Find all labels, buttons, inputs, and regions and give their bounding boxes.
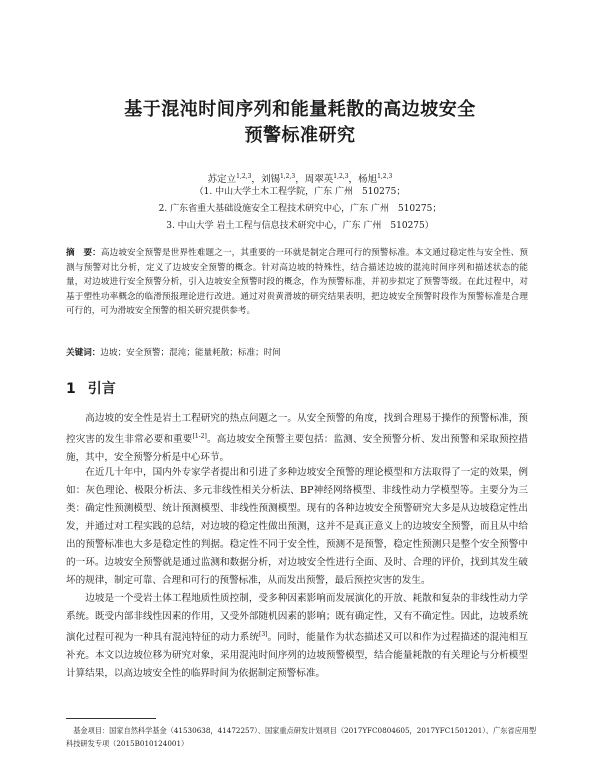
- abstract: [66, 246, 528, 319]
- keywords: [66, 346, 536, 358]
- footnote-label: 基金项目：: [73, 726, 110, 735]
- citation-mark: [1-2]: [192, 433, 207, 440]
- abstract-label: 摘 要：: [66, 248, 101, 258]
- paragraph-text: 高边坡的安全性是岩土工程研究的热点问题之一。从安全预警的角度，找到合理易于操作的预警标准，预控灾害的发生非常必要和重要: [66, 413, 528, 446]
- paragraph-text: 。同时，能量作为状态描述又可以和作为过程描述的混沌相互补充。本文以边坡位移为研究对象，采用混沌时间序列的边坡预警模型，结合能量耗散的有关理论与分析模型计算结果，以高边坡安全性的临界时间为依据制定预警标准。: [66, 632, 529, 680]
- body-paragraph-2: 在近几十年中，国内外专家学者提出和引进了多种边坡安全预警的理论模型和方法取得了一定的效果，例如：灰色理论、极限分析法、多元非线性相关分析法、BP神经网络模型、非线性动力学模型等。主要分为三类：确定性预测模型、统计预测模型、非线性预测模型。现有的各种边坡安全预警研究大多是从边坡稳定性出发，并通过对工程实践的总结，对边坡的稳定性做出预测，这并不是真正意义上的边坡安全预警，而且从中给出的预警标准也大多是稳定性的判据。稳定性不同于安全性，预测不是预警，稳定性预测只是整个安全预警中的一环。边坡安全预警就是通过监测和数据分析，对边坡安全性进行全面、及时、合理的评价，找到其发生破坏的规律，制定可靠、合理和可行的预警标准，从而发出预警，最后预控灾害的发生。: [66, 467, 528, 586]
- footnote-divider: [66, 718, 156, 719]
- affiliation-1: （1. 中山大学土木工程学院，广东 广州 510275；: [194, 187, 406, 197]
- author-affiliation-mark: 1,2,3: [333, 173, 349, 180]
- author-separator: ，: [251, 174, 261, 186]
- footnote-text: 国家自然科学基金（41530638，41472257）、国家重点研发计划项目（2017YFC0804605，2017YFC1501201）、广东省应用型科技研发专项（2015B010124001）: [66, 726, 537, 748]
- citation-mark: [3]: [258, 631, 268, 638]
- author-affiliation-mark: 1,2,3: [279, 173, 296, 180]
- keywords-text: 边坡；安全预警；混沌；能量耗散；标准；时间: [100, 348, 281, 358]
- author-separator: ，: [348, 174, 359, 186]
- author-name: 苏定立: [207, 174, 237, 186]
- author-affiliation-mark: 1,2,3: [377, 173, 393, 180]
- abstract-text: 高边坡安全预警是世界性难题之一，其重要的一环就是制定合理可行的预警标准。本文通过稳定性与安全性、预测与预警对比分析，定义了边坡安全预警的概念。针对高边坡的特殊性，结合描述边坡的混沌时间序列和描述状态的能量，对边坡进行安全预警分析，引入边坡安全预警时段的概念，作为预警标准，并初步拟定了预警等级。在此过程中，对基于塑性功率概念的临滑预报理论进行改进。通过对贵黄滑坡的研究结果表明，把边坡安全预警时段作为预警标准是合理可行的，可为滑坡安全预警的相关研究提供参考。: [66, 248, 528, 316]
- funding-footnote: [66, 724, 538, 750]
- author-name: 杨旭: [358, 174, 378, 186]
- body-paragraph-3: [66, 590, 528, 683]
- author-affiliation-mark: 1,2,3: [236, 173, 252, 180]
- section-number: 1: [66, 381, 76, 397]
- keywords-label: 关键词：: [66, 348, 101, 358]
- body-paragraph-1: [66, 410, 528, 467]
- paper-title-line-1: 基于混沌时间序列和能量耗散的高边坡安全: [124, 99, 476, 120]
- affiliation-2: 2. 广东省重大基础设施安全工程技术研究中心，广东 广州 510275；: [158, 204, 442, 214]
- paragraph-text: 。高边坡安全预警主要包括：监测、安全预警分析、发出预警和采取预控措施，其中，安全预警分析是中心环节。: [66, 434, 529, 464]
- section-heading: [66, 378, 116, 398]
- affiliation-3: 3. 中山大学 岩土工程与信息技术研究中心，广东 广州 510275）: [166, 221, 434, 231]
- author-name: 周翠英: [304, 174, 334, 186]
- section-title: 引言: [87, 381, 116, 397]
- author-separator: ，: [295, 174, 305, 186]
- paragraph-text: 边坡是一个受岩土体工程地质性质控制，受多种因素影响而发展演化的开放、耗散和复杂的非线性动力学系统。既受内部非线性因素的作用，又受外部随机因素的影响；既有确定性，又有不确定性。因此，边坡系统演化过程可视为一种具有混沌特征的动力系统: [66, 593, 528, 644]
- paper-title-line-2: 预警标准研究: [244, 125, 356, 146]
- author-name: 刘锡: [260, 174, 280, 186]
